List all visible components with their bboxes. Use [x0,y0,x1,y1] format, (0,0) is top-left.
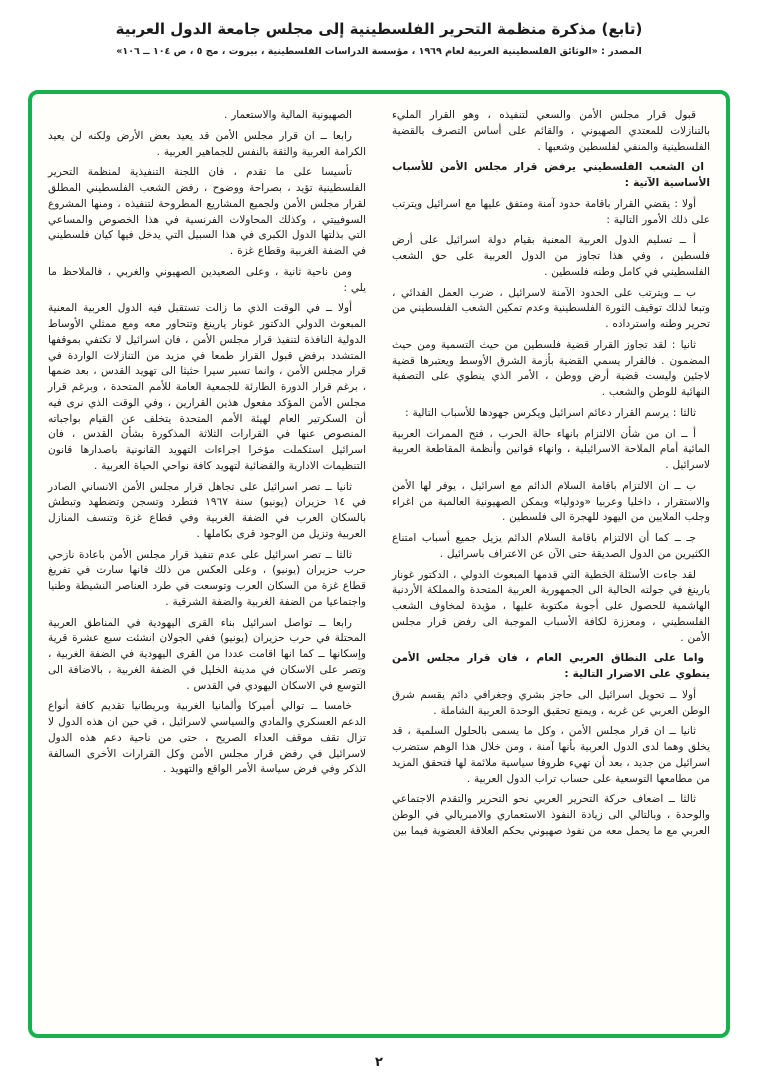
paragraph: ثالثا : يرسم القرار دعائم اسرائيل ويكرس جهودها للأسباب التالية : [405,406,696,419]
column-left [48,108,366,1024]
paragraph: ثالثا ــ اضعاف حركة التحرير العربي نحو التحرير والتقدم الاجتماعي والوحدة ، وبالتالي الى زيادة النفوذ الاستعماري والامبريالي في الوطن العربي مع ما يحمل معه من نفوذ صهيوني بحكم العلاقة العضوية فيما بين [392,793,710,837]
paragraph: أ ــ تسليم الدول العربية المعنية بقيام دولة اسرائيل على أرض فلسطين ، وفي هذا تجاوز من الدول العربية على حق الشعب الفلسطيني في كامل وطنه فلسطين . [392,234,710,278]
paragraph: رابعا ــ تواصل اسرائيل بناء القرى اليهودية في المناطق العربية المحتلة في حرب حزيران (يونيو) ففي الجولان انشئت سبع عشرة قرية وإسكانها ــ كما انها اقامت عددا من القرى اليهودية في الضفة الغربية ، وتصر على الاسكان في مدينة الخليل في الضفة الغربية ، بالاضافة الى التوسع في الاسكان اليهودي في القدس . [48,616,366,692]
page-number: ٢ [375,1055,383,1070]
paragraph: ثانيا ــ ان قرار مجلس الأمن ، وكل ما يسمى بالحلول السلمية ، قد يخلق وهما لدى الدول العربية بأنها آمنة ، ومن خلال هذا الوهم ستضرب اسرائيل من جديد ، بعد أن تهيء ظروفا سياسية ملائمة لها فتحقق المزيد من مطامعها التوسعية على حساب تراب الدول العربية . [392,725,710,785]
paragraph: أولا ــ في الوقت الذي ما زالت تستقبل فيه الدول العربية المعنية المبعوث الدولي الدكتور غونار يارينغ وتتحاور معه ومع ممثلي الأوساط الدولية النافذة لتنفيذ قرار مجلس الأمن ، فان اسرائيل لا تكتفي بموقفها المتشدد برفض قبول القرار طمعا في مزيد من التنازلات الواردة في قرار مجلس الأمن ، وانما تسير سيرا حثيثا الى تهويد القدس ، بعد ضمها ، برغم قرار الدورة الطارئة للجمعية العامة للأمم المتحدة ، وبرغم قرار مجلس الأمن المؤكد مفعول هذين القرارين ، وفي الوقت الذي نرى فيه أن السكرتير العام لهيئة الأمم المتحدة يتخلف عن القيام بواجباته المنصوص عنها في القرارات الثلاثة المذكورة بشأن القدس ، فان اسرائيل استكملت مؤخرا اجراءات التهويد القانونية باصدارها قانون التنظيمات الادارية والقضائية لتهويد كافة نواحي الحياة العربية . [48,302,366,472]
two-column-body [48,108,710,1024]
paragraph: أ ــ ان من شأن الالتزام بانهاء حالة الحرب ، فتح الممرات العربية المائية أمام الملاحة الاسرائيلية ، وانهاء قوانين وأنظمة المقاطعة العربية لاسرائيل . [392,427,710,471]
paragraph: تأسيسا على ما تقدم ، فان اللجنة التنفيذية لمنظمة التحرير الفلسطينية تؤيد ، بصراحة ووضوح ، رفض الشعب الفلسطيني المطلق لقرار مجلس الأمن ولجميع المشاريع المطروحة لتنفيذه ، ومنها المشروع السوفييتي ، وكذلك المحاولات الفرنسية في هذا الخصوص والمساعي التي بذلتها الدول الكبرى في هذا السبيل التي يدخل فيها كيان فلسطيني في الضفة الغربية وقطاع غزة . [48,166,366,257]
paragraph: ان الشعب الفلسطيني يرفض قرار مجلس الأمن للأسباب الأساسية الآتية : [392,161,710,189]
paragraph: ثانيا ــ تصر اسرائيل على تجاهل قرار مجلس الأمن الانساني الصادر في ١٤ حزيران (يونيو) سنة ١٩٦٧ فتطرد وتسجن وتضطهد وتبطش بالسكان العرب في الضفة الغربية وفي قطاع غزة وتنسف المنازل العربية وتزيل من الوجود قرى بكاملها . [48,480,366,540]
paragraph: خامسا ــ توالي أميركا وألمانيا الغربية وبريطانيا تقديم كافة أنواع الدعم العسكري والمادي والسياسي لاسرائيل ، في حين ان هذه الدول لا تزال تقف موقف العداء الصريح ، حتى من ناحية دعم هذه الدول لاسرائيل في رفض قرار مجلس الأمن وكل القرارات الأخرى السالفة الذكر وفي فرض سياسة الأمر الواقع والتهويد . [48,700,366,776]
paragraph: الصهيونية المالية والاستعمار . [224,109,352,121]
paragraph: أولا : يقضي القرار باقامة حدود آمنة ومتفق عليها مع اسرائيل ويترتب على ذلك الأمور التالية : [392,197,710,226]
paragraph: رابعا ــ ان قرار مجلس الأمن قد يعيد بعض الأرض ولكنه لن يعيد الكرامة العربية والثقة بالنفس للجماهير العربية . [48,129,366,158]
paragraph: ب ــ ان الالتزام باقامة السلام الدائم مع اسرائيل ، يوفر لها الأمن والاستقرار ، داخليا وعربيا «ودوليا» ويمكن الصهيونية العالمية من اغراء وجلب الملايين من اليهود للهجرة الى فلسطين . [392,479,710,524]
page-title: (تابع) مذكرة منظمة التحرير الفلسطينية إلى مجلس جامعة الدول العربية [115,20,643,38]
paragraph: ثانيا : لقد تجاوز القرار قضية فلسطين من حيث التسمية ومن حيث المضمون . فالقرار يسمي القضية بأزمة الشرق الأوسط ويعتبرها قضية لاجئين وليست قضية أرض ووطن ، الأمر الذي ينطوي على التصفية النهائية للوطن والشعب . [392,338,710,398]
green-border-frame [28,90,730,1038]
paragraph: لقد جاءت الأسئلة الخطية التي قدمها المبعوث الدولي ، الدكتور غونار يارينغ في جولته الحالية الى الجمهورية العربية المتحدة والمملكة الأردنية الهاشمية للحصول على أجوبة مكتوبة عليها ، مؤيدة لمخاوف الشعب الفلسطيني ، ومعززة لكافة الأسباب الموجبة الى رفض قرار مجلس الأمن . [392,568,710,644]
paragraph: ومن ناحية ثانية ، وعلى الصعيدين الصهيوني والغربي ، فالملاحظ ما يلي : [48,265,366,294]
column-right [392,108,710,1024]
paragraph: واما على النطاق العربي العام ، فان قرار مجلس الأمن ينطوي على الاضرار التالية : [392,652,710,680]
paragraph: ب ــ ويترتب على الحدود الآمنة لاسرائيل ، ضرب العمل الفدائي ، وتبعا لذلك توقيف الثورة الفلسطينية وعدم تمكين الشعب الفلسطيني من تحرير وطنه واسترداده . [392,286,710,330]
paragraph: ثالثا ــ تصر اسرائيل على عدم تنفيذ قرار مجلس الأمن باعادة نازحي حرب حزيران (يونيو) ، وعلى العكس من ذلك فانها سارت في تفريغ قطاع غزة من السكان العرب وتوسعت في طرد العناصر النشيطة وطنيا واجتماعيا من الضفة الغربية والضفة الشرقية . [48,548,366,608]
paragraph: قبول قرار مجلس الأمن والسعي لتنفيذه ، وهو القرار المليء بالتنازلات للمعتدي الصهيوني ، والقائم على أساس التصرف بالقضية الفلسطينية والمنفي لفلسطين وشعبها . [392,109,710,153]
paragraph: جـ ــ كما أن الالتزام باقامة السلام الدائم يزيل جميع أسباب امتناع الكثيرين من الدول الصديقة حتى الآن عن الاعتراف باسرائيل . [392,532,710,560]
paragraph: أولا ــ تحويل اسرائيل الى حاجز بشري وجغرافي دائم يقسم شرق الوطن العربي عن غربه ، ويمنع تحقيق الوحدة العربية الشاملة . [392,688,710,717]
source-line: المصدر : «الوثائق الفلسطينية العربية لعام ١٩٦٩ ، مؤسسة الدراسات الفلسطينية ، بيروت ، مج ٥ ، ص ١٠٤ ــ ١٠٦» [116,46,642,57]
document-header [0,0,758,57]
